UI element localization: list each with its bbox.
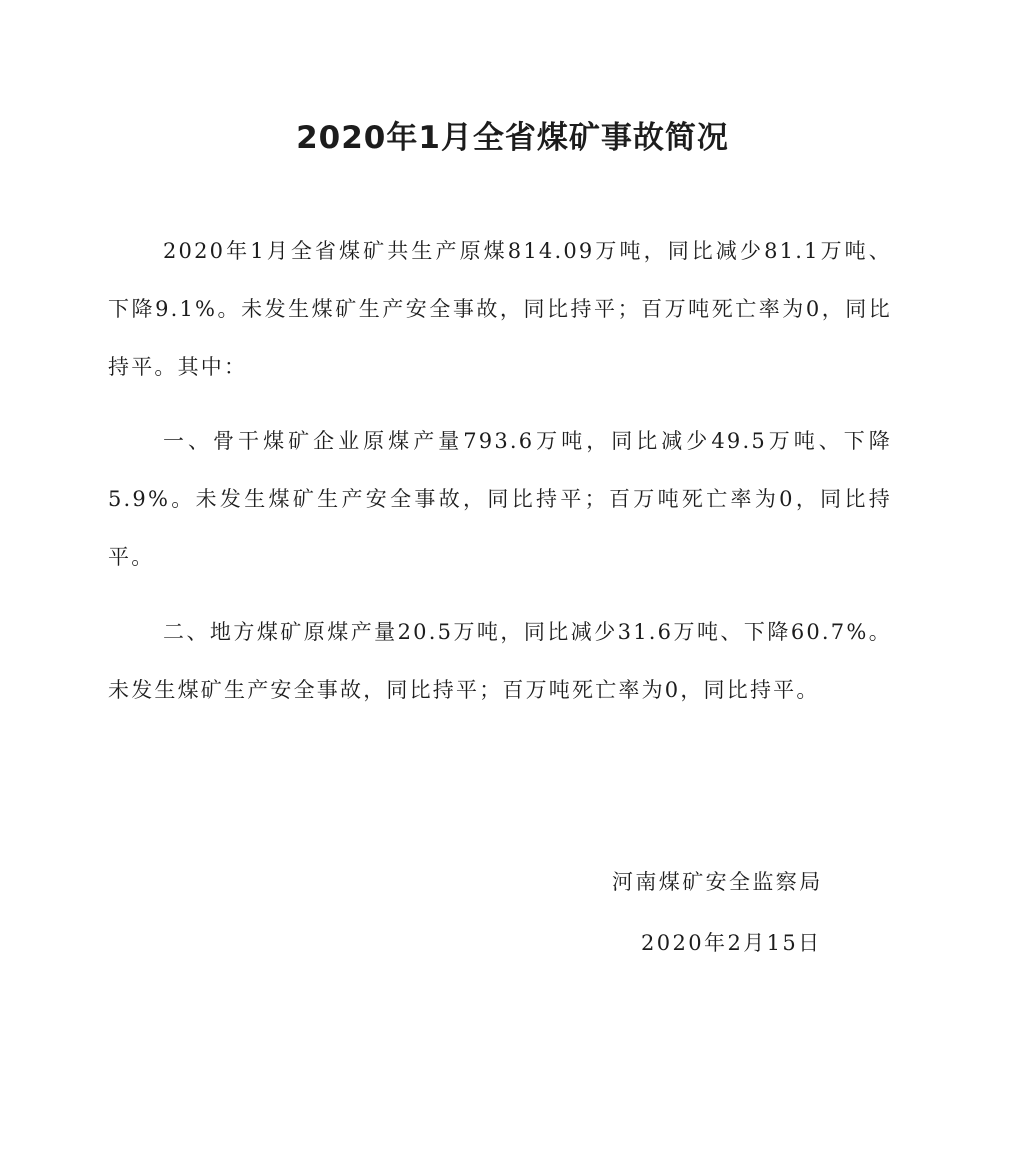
paragraph-local-mines: 二、地方煤矿原煤产量20.5万吨，同比减少31.6万吨、下降60.7%。未发生煤矿生产安全事故，同比持平；百万吨死亡率为0，同比持平。 xyxy=(108,620,892,702)
signature-date: 2020年2月15日 xyxy=(641,931,822,955)
paragraph-major-mines: 一、骨干煤矿企业原煤产量793.6万吨，同比减少49.5万吨、下降5.9%。未发生煤矿生产安全事故，同比持平；百万吨死亡率为0，同比持平。 xyxy=(108,429,892,569)
paragraph-summary: 2020年1月全省煤矿共生产原煤814.09万吨，同比减少81.1万吨、下降9.1%。未发生煤矿生产安全事故，同比持平；百万吨死亡率为0，同比持平。其中： xyxy=(108,239,892,379)
document-title: 2020年1月全省煤矿事故简况 xyxy=(296,120,729,156)
signature-organization: 河南煤矿安全监察局 xyxy=(612,870,823,894)
